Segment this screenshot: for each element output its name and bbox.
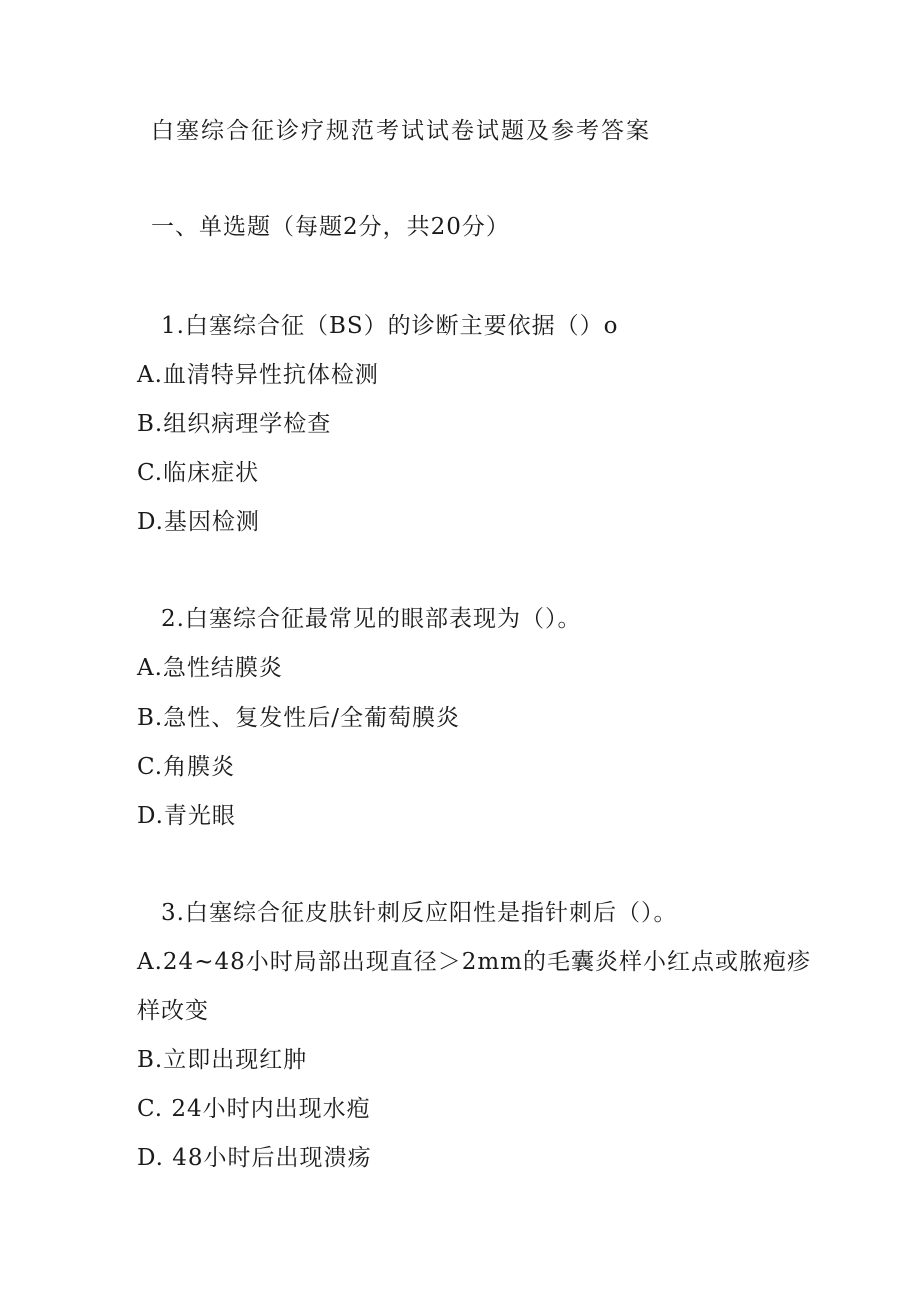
question-3-option-b: B.立即出现红肿 [137, 1047, 308, 1073]
question-2-option-c: C.角膜炎 [137, 754, 236, 780]
question-1-option-a: A.血清特异性抗体检测 [137, 362, 379, 388]
question-3-option-a: A.24~48小时局部出现直径＞2mm的毛囊炎样小红点或脓疱疹 [137, 949, 811, 975]
question-1-stem: 1.白塞综合征（BS）的诊断主要依据（）o [161, 313, 619, 339]
document-title: 白塞综合征诊疗规范考试试卷试题及参考答案 [151, 118, 651, 144]
question-3-stem: 3.白塞综合征皮肤针刺反应阳性是指针刺后（）。 [161, 900, 678, 926]
section-heading: 一、单选题（每题2分，共20分） [151, 214, 510, 240]
question-3-option-d: D. 48小时后出现溃疡 [137, 1145, 372, 1171]
question-3-option-a-continued: 样改变 [137, 998, 209, 1024]
question-2-option-d: D.青光眼 [137, 803, 236, 829]
question-2-stem: 2.白塞综合征最常见的眼部表现为（）。 [161, 606, 582, 632]
question-3-option-c: C. 24小时内出现水疱 [137, 1096, 371, 1122]
question-2-option-a: A.急性结膜炎 [137, 655, 283, 681]
question-1-option-b: B.组织病理学检查 [137, 411, 332, 437]
question-2-option-b: B.急性、复发性后/全葡萄膜炎 [137, 705, 460, 731]
question-1-option-c: C.临床症状 [137, 460, 260, 486]
question-1-option-d: D.基因检测 [137, 509, 260, 535]
